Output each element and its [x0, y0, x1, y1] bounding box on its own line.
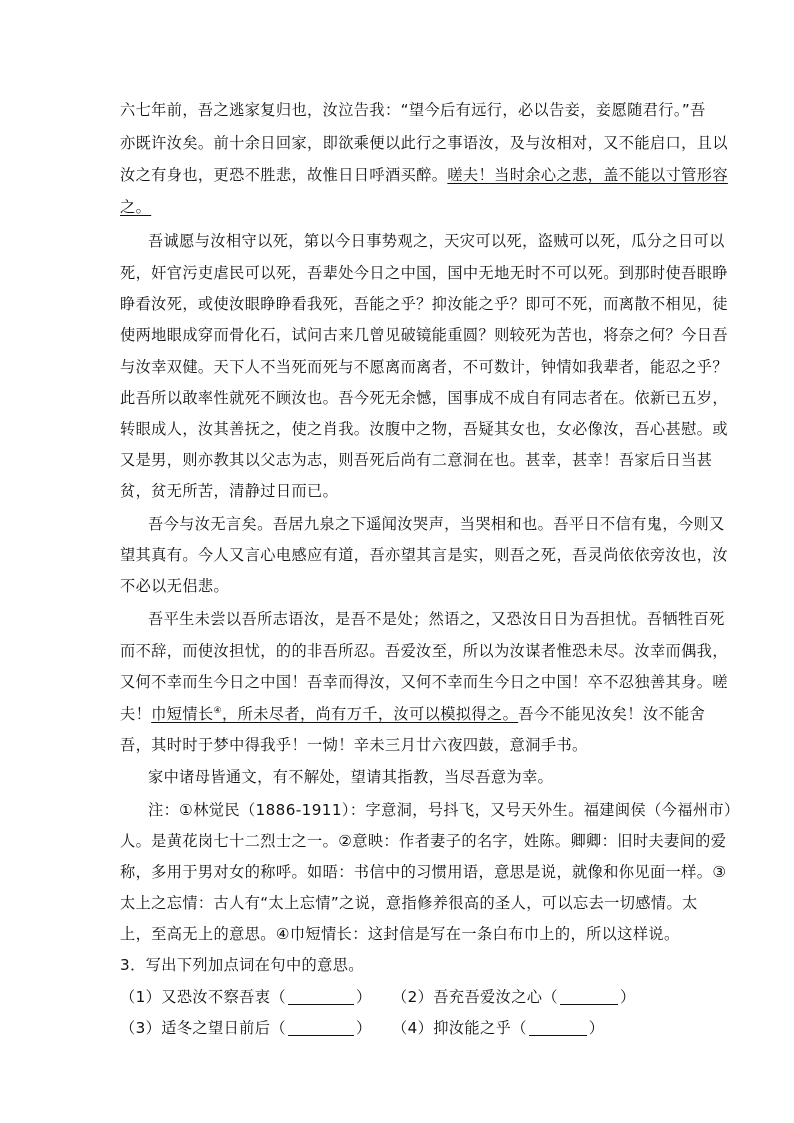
underlined-sentence: 嗟夫！当时余心之悲，盖不能以寸管形容: [447, 166, 728, 184]
question-item-label: （1）又恐汝不察吾衷（: [120, 988, 286, 1006]
note-line: 上，至高无上的意思。④巾短情长：这封信是写在一条白布巾上的，所以这样说。: [120, 925, 680, 943]
question-title: 3．写出下列加点词在句中的意思。: [120, 956, 364, 974]
question-item-label: （4）抑汝能之乎（: [392, 1019, 527, 1037]
text-line: [120, 700, 706, 728]
text-line: 家中诸母皆通文，有不解处，望请其指教，当尽吾意为幸。: [148, 768, 554, 786]
text-span: 吾今不能见汝矣！汝不能舍: [518, 705, 706, 723]
text-line: 亦既许汝矣。前十余日回家，即欲乘便以此行之事语汝，及与汝相对，又不能启口，且以: [120, 134, 728, 152]
question-item-close: ）: [619, 988, 636, 1006]
question-item: [392, 1019, 604, 1037]
text-line: 望其真有。今人又言心电感应有道，吾亦望其言是实，则吾之死，吾灵尚依依旁汝也，汝: [120, 546, 728, 564]
text-line: 不必以无侣悲。: [120, 577, 230, 595]
text-line: 六七年前，吾之逃家复归也，汝泣告我：“望今后有远行，必以告妾，妾愿随君行。”吾: [120, 101, 706, 119]
note-line: 称，多用于男对女的称呼。如晤：书信中的习惯用语，意思是说，就像和你见面一样。③: [120, 863, 727, 881]
question-item-label: （2）吾充吾爱汝之心（: [392, 988, 558, 1006]
text-span: 夫！: [120, 705, 152, 723]
answer-blank[interactable]: [529, 1017, 587, 1036]
note-line: 注：①林觉民（1886-1911）：字意洞，号抖飞，又号天外生。福建闽侯（今福州市）: [148, 801, 740, 819]
underlined-sentence: [151, 705, 518, 723]
question-item: [392, 988, 636, 1006]
question-item-close: ）: [355, 1019, 372, 1037]
note-line: 太上之忘情：古人有“太上忘情”之说，意指修养很高的圣人，可以忘去一切感情。太: [120, 894, 698, 912]
text-span: 巾短情长: [151, 705, 214, 723]
note-line: 人。是黄花岗七十二烈士之一。②意映：作者妻子的名字，姓陈。卿卿：旧时夫妻间的爱: [120, 832, 727, 850]
text-line: 转眼成人，汝其善抚之，使之肖我。汝腹中之物，吾疑其女也，女必像汝，吾心甚慰。或: [120, 420, 728, 438]
question-item-close: ）: [355, 988, 372, 1006]
text-span: 汝之有身也，更恐不胜悲，故惟日日呼酒买醉。: [120, 166, 448, 184]
text-line: 使两地眼成穿而骨化石，试问古来几曾见破镜能重圆？则较死为苦也，将奈之何？今日吾: [120, 326, 728, 344]
text-line: [120, 161, 728, 189]
text-line: 吾平生未尝以吾所志语汝，是吾不是处；然语之，又恐汝日日为吾担忧。吾牺牲百死: [148, 610, 725, 628]
question-item: [120, 1019, 372, 1037]
text-line: 吾诚愿与汝相守以死，第以今日事势观之，天灾可以死，盗贼可以死，瓜分之日可以: [148, 232, 725, 250]
text-line: 此吾所以敢率性就死不顾汝也。吾今死无余憾，国事成不成自有同志者在。依新已五岁，: [120, 389, 728, 407]
question-item-label: （3）适冬之望日前后（: [120, 1019, 286, 1037]
answer-blank[interactable]: [560, 986, 618, 1005]
text-line: 吾今与汝无言矣。吾居九泉之下遥闻汝哭声，当哭相和也。吾平日不信有鬼，今则又: [148, 515, 725, 533]
underlined-sentence: 之。: [120, 198, 152, 216]
question-row: [120, 1014, 680, 1042]
text-line: 睁看汝死，或使汝眼睁睁看我死，吾能之乎？抑汝能之乎？即可不死，而离散不相见，徒: [120, 295, 728, 313]
text-line: 与汝幸双健。天下人不当死而死与不愿离而离者，不可数计，钟情如我辈者，能忍之乎？: [120, 358, 728, 376]
question-row: [120, 983, 680, 1011]
question-item-close: ）: [588, 1019, 605, 1037]
text-line: [120, 193, 680, 221]
text-line: 又何不幸而生今日之中国！吾幸而得汝，又何不幸而生今日之中国！卒不忍独善其身。嗟: [120, 673, 728, 691]
question-item: [120, 988, 372, 1006]
text-span: ，所未尽者，尚有万千，汝可以模拟得之。: [222, 705, 519, 723]
text-line: 死，奸官污吏虐民可以死，吾辈处今日之中国，国中无地无时不可以死。到那时使吾眼睁: [120, 264, 728, 282]
text-line: 而不辞，而使汝担忧，的的非吾所忍。吾爱汝至，所以为汝谋者惟恐未尽。汝幸而偶我，: [120, 642, 728, 660]
text-line: 吾，其时时于梦中得我乎！一恸！辛未三月廿六夜四鼓，意洞手书。: [120, 736, 588, 754]
answer-blank[interactable]: [288, 1017, 354, 1036]
text-line: 贫，贫无所苦，清静过日而已。: [120, 482, 339, 500]
text-line: 又是男，则亦教其以父志为志，则吾死后尚有二意洞在也。甚幸，甚幸！吾家后日当甚: [120, 451, 713, 469]
footnote-marker: ④: [213, 705, 223, 716]
answer-blank[interactable]: [288, 986, 354, 1005]
